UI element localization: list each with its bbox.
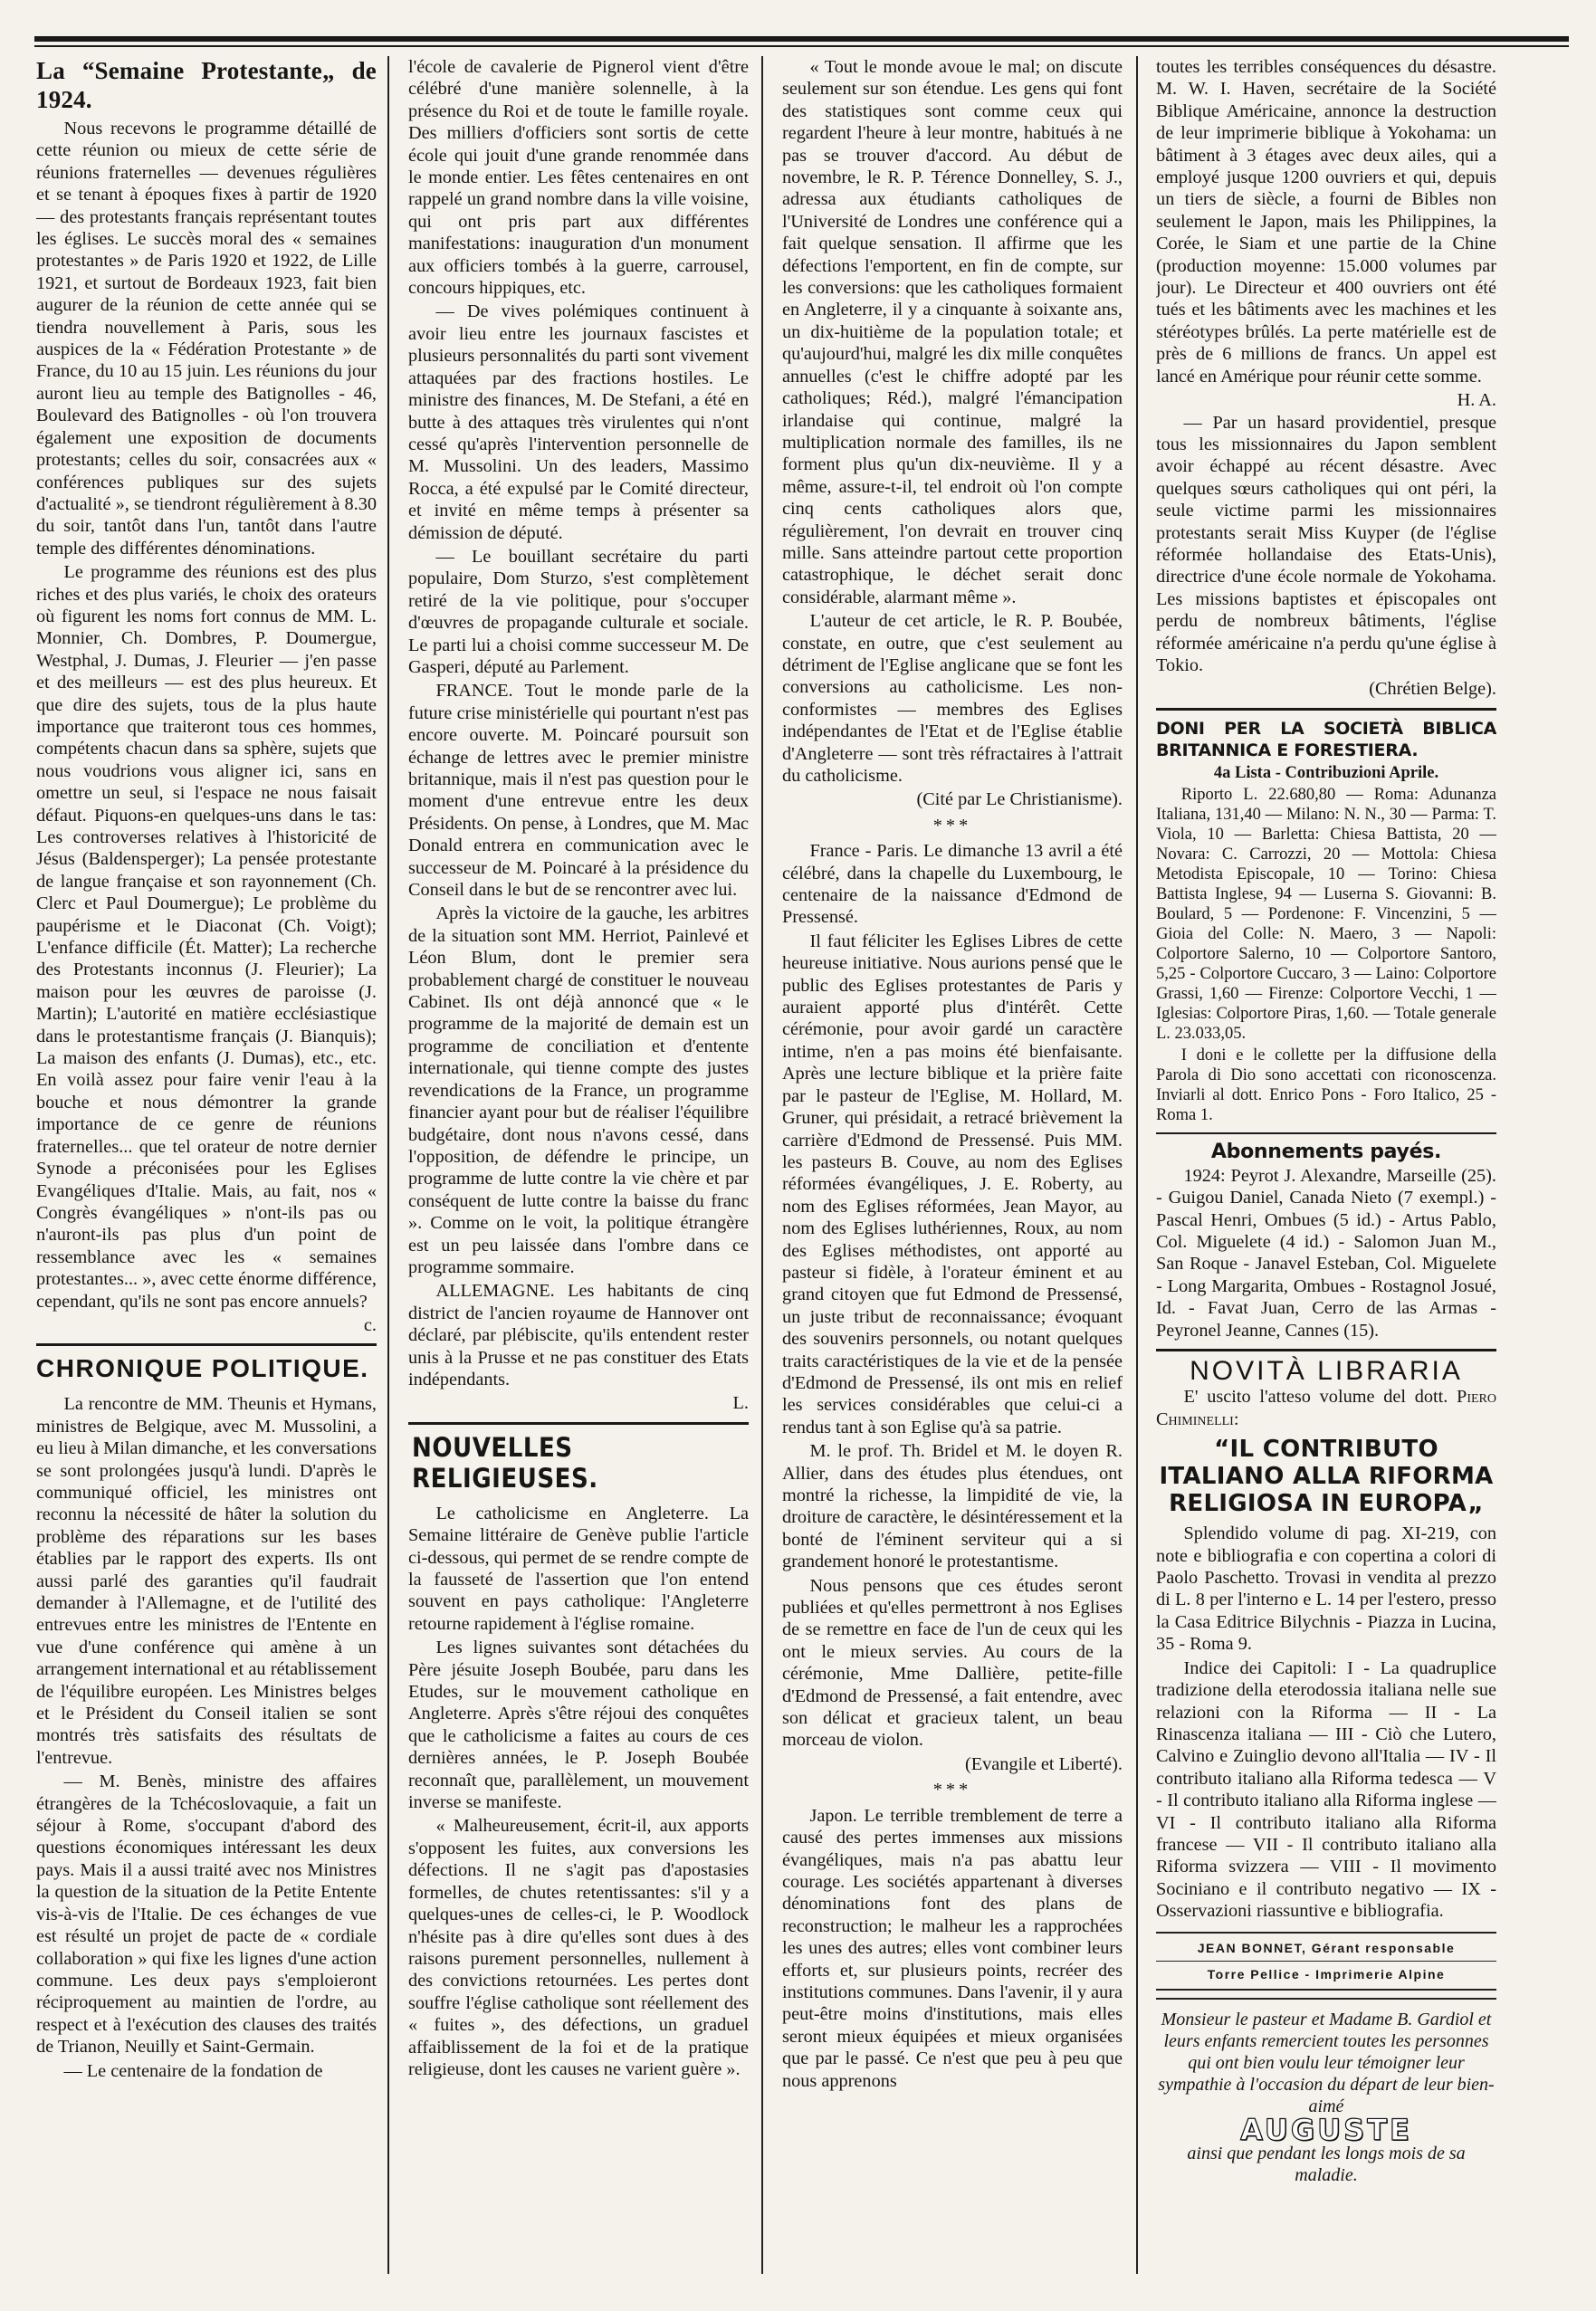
heading-doni: DONI PER LA SOCIETÀ BIBLICA BRITANNICA E FORESTIERA.: [1156, 718, 1496, 760]
paragraph: Le programme des réunions est des plus riches et des plus variés, le choix des orateurs où figurent les noms fort connus de MM. L. Monnier, Ch. Dombres, P. Doumergue, Westphal, J. Dumas, J. Fleurier — j'en passe et des meilleurs — est des plus heureux. Et que dire des sujets, tous de la plus haute importance que traiteront tous ces hommes, compétents chacun dans sa sphère, sujets que nous voudrions vous aligner ici, sans en omettre un seul, si l'espace ne nous faisait défaut. Piquons-en quelques-uns dans le tas: Les controverses relatives à l'historicité de Jésus (Baldensperger); La pensée protestante de langue française et son rayonnement (Ch. Clerc et Paul Doumergue); Le problème du paupérisme et le Diaconat (Ch. Voigt); L'enfance difficile (Ét. Matter); La recherche des Protestants inconnus (J. Fleurier); La maison pour les œuvres de paroisse (J. Martin); L'autorité en matière ecclésiastique dans le protestantisme français (J. Bianquis); La maison des enfants (J. Dumas), etc., etc. En voilà assez pour faire venir l'eau à la bouche et nous démontrer la grande importance de ce genre de réunions fraternelles... que tel orateur de notre dernier Synode a préconisées pour les Eglises Evangéliques d'Italie. Mais, au fait, nos « Congrès évangéliques » n'ont-ils pas ou n'auront-ils pas plus d'un point de ressemblance avec les « semaines protestantes... », avec cette énorme différence, cependant, qu'ils ne sont pas encore annuels?: [36, 562, 377, 1312]
notice-name: AUGUSTE: [1240, 2113, 1412, 2148]
column-2: [408, 56, 749, 2274]
paragraph: toutes les terribles conséquences du désastre. M. W. I. Haven, secrétaire de la Société Biblique Américaine, annonce la destruction de leur imprimerie biblique à Yokohama: un bâtiment à 3 étages avec deux ailes, qui a employé jusque 1200 ouvriers et qui, depuis un tiers de siècle, a fourni de Bibles non seulement le Japon, mais les Philippines, la Corée, le Siam et une partie de la Chine (production moyenne: 15.000 volumes par jour). Le Directeur et 400 ouvriers ont été tués et les bâtiments avec les machines et les stéréotypes brûlés. La perte matérielle est de près de 6 millions de francs. Un appel est lancé en Amérique pour réunir cette somme.: [1156, 57, 1496, 387]
announce-text: E' uscito l'atteso volume del dott.: [1183, 1387, 1457, 1408]
column-3: [782, 56, 1123, 2274]
paragraph: — M. Benès, ministre des affaires étrangères de la Tchécoslovaquie, a fait un séjour à Rome, s'occupant d'abord des questions économiques intéressant les deux pays. Mais il a aussi traité avec nos Ministres la question de la situation de la Petite Entente vis-à-vis de l'Italie. De ces échanges de vue est résulté un projet de pacte de « cordiale collaboration » qui fixe les lignes d'une action commune. Les deux pays s'emploieront réciproquement au maintien de l'ordre, au respect et à l'exécution des clauses des traités de Trianon, Neuilly et Saint-Germain.: [36, 1771, 377, 2058]
paragraph: Japon. Le terrible tremblement de terre a causé des pertes immenses aux missions évangéliques, mais n'a pas abattu leur courage. Les sociétés appartenant à diverses dénominations font des plans de reconstruction; le malheur les a rapprochées les unes des autres; elles vont combiner leurs efforts et, sur plusieurs points, recréer des institutions communes. Dans l'avenir, il y aura peut-être moins d'institutions, mais elles seront mieux équipées et mieux organisées que par le passé. Ce n'est que peu à peu que nous apprenons: [782, 1805, 1123, 2091]
paragraph: Les lignes suivantes sont détachées du Père jésuite Joseph Boubée, paru dans les Etudes, sur le mouvement catholique en Angleterre. Après s'être réjoui des conquêtes que le catholicisme a faites au cours de ces dernières années, le P. Joseph Boubée reconnaît que, parallèlement, un mouvement inverse se manifeste.: [408, 1638, 749, 1813]
thanks-notice: [1156, 1998, 1496, 2186]
gerant-line: JEAN BONNET, Gérant responsable: [1197, 1940, 1456, 1955]
heading-novita-libraria: NOVITÀ LIBRARIA: [1190, 1356, 1463, 1387]
source-citation: (Evangile et Liberté).: [965, 1753, 1123, 1774]
column-4: [1156, 56, 1496, 2274]
column-1: [36, 56, 377, 2274]
paragraph: France - Paris. Le dimanche 13 avril a été célébré, dans la chapelle du Luxembourg, le centenaire de la naissance d'Edmond de Pressensé.: [782, 841, 1123, 928]
paragraph: « Malheureusement, écrit-il, aux apports s'opposent les fuites, aux conversions les défections. Il ne s'agit pas d'apostasies formelles, de chutes retentissantes: s'il y a quelques-unes de celles-ci, le P. Woodlock n'hésite pas à dire qu'elles sont dues à des raisons purement personnelles, nullement à des convictions retournées. Les pertes dont souffre l'église catholique sont réellement des « fuites », des défections, un graduel affaiblissement de la foi et de la pratique religieuse, dont les causes ne varient guère ».: [408, 1816, 749, 2079]
paragraph: Nous recevons le programme détaillé de cette réunion ou mieux de cette série de réunions fraternelles — devenues régulières et se tenant à époques fixes à partir de 1920 — des protestants français représentant toutes les églises. Le succès moral des « semaines protestantes » de Paris 1920 et 1922, de Lille 1921, et surtout de Bordeaux 1923, fait bien augurer de la réunion de cette année qui se tiendra nouvellement à Paris, sous les auspices de la « Fédération Protestante » de France, du 10 au 15 juin. Les réunions du jour auront lieu au temple des Batignolles - 46, Boulevard des Batignolles - où l'on trouvera également une exposition de documents protestants; celles du soir, consacrées aux « conférences publiques sur des sujets d'actualité », se tiendront régulièrement à 8.30 du soir, tantôt dans l'un, tantôt dans l'autre temple des différentes dénominations.: [36, 119, 377, 559]
section-rule: [36, 1343, 377, 1346]
paragraph: Splendido volume di pag. XI-219, con note e bibliografia e con copertina a colori di Paolo Paschetto. Trovasi in vendita al prezzo di L. 8 per l'interno e L. 14 per l'estero, presso la Casa Editrice Bilychnis - Piazza in Lucina, 35 - Roma 9.: [1156, 1523, 1496, 1655]
top-rule: [34, 36, 1569, 42]
section-rule: [408, 1422, 749, 1425]
donation-list: Riporto L. 22.680,80 — Roma: Adunanza Italiana, 131,40 — Milano: N. N., 30 — Parma: T. Viola, 10 — Barletta: Chiesa Battista, 20 — Novara: C. Carrozzi, 20 — Mottola: Chiesa Metodista Episcopale, 10 — Torino: Chiesa Battista Inglese, 94 — Luserna S. Giovanni: B. Boulard, 5 — Pordenone: F. Vincenzini, 5 — Gioia del Colle: N. Maero, 3 — Napoli: Colportore Salerno, 10 — Colportore Santoro, 5,25 - Colportore Cuccaro, 3 — Laino: Colportore Grassi, 1,60 — Firenze: Colportore Vecchi, 1 — Iglesias: Colportore Piras, 1,60. — Totale generale L. 23.033,05.: [1156, 785, 1496, 1043]
paragraph: — Le centenaire de la fondation de: [63, 2060, 323, 2081]
column-divider: [387, 56, 389, 2274]
paragraph: « Tout le monde avoue le mal; on discute seulement sur son étendue. Les gens qui font des statistiques sont comme ceux qui regardent l'heure à leur montre, habitués à ne pas se trouver d'accord. Au début de novembre, le R. P. Térence Donnelley, S. J., adressa aux étudiants catholiques de l'Université de Londres une conférence qui a fait quelque sensation. Il affirme que les défections l'emportent, en fin de compte, sur les conversions: que les catholiques formaient en Angleterre, il y a cinquante à soixante ans, un dix-huitième de la population totale; et qu'aujourd'hui, malgré les dix mille conquêtes annuelles (c'est le chiffre adopté par les catholiques; Réd.), malgré l'émancipation irlandaise qui continue, malgré la multiplication normale des familles, ils ne forment plus qu'un dix-neuvième. Il y a même, assure-t-il, tel endroit où l'on compte cinq cents catholiques alors que, régulièrement, l'on devrait en trouver cinq mille. Sans atteindre partout cette proportion catastrophique, le déchet serait donc considérable, alarmant même ».: [782, 57, 1123, 607]
signature: L.: [732, 1393, 749, 1414]
author-name: Piero Chiminelli: [1156, 1387, 1496, 1429]
subscriptions-list: 1924: Peyrot J. Alexandre, Marseille (25). - Guigou Daniel, Canada Nieto (7 exempl.) - Pascal Henri, Ombues (5 id.) - Artus Pablo, Col. Miguelete (4 id.) - Salomon Juan M., San Roque - Janavel Esteban, Col. Miguelete - Long Margarita, Ombues - Rostagnol Josué, Id. - Favat Juan, Cerro de las Armas - Peyronel Jeanne, Cannes (15).: [1156, 1165, 1496, 1341]
paragraph: I doni e le collette per la diffusione della Parola di Dio sono accettati con riconoscenza. Inviarli al dott. Enrico Pons - Foro Italico, 25 - Roma 1.: [1156, 1046, 1496, 1124]
section-rule: [1156, 1349, 1496, 1351]
paragraph: FRANCE. Tout le monde parle de la future crise ministérielle qui pourtant n'est pas encore ouverte. M. Poincaré poursuit son échange de lettres avec le premier ministre britannique, mais il n'est pas question pour le moment d'une entrevue entre les deux Présidents. On pense, à Londres, que M. Mac Donald entrera en communication avec le successeur de M. Poincaré à la présidence du Conseil dans le but de se rencontrer avec lui.: [408, 681, 749, 901]
paragraph: l'école de cavalerie de Pignerol vient d'être célébré d'une manière solennelle, à la présence du Roi et de toute le famille royale. Des milliers d'officiers sont sortis de cette école qui jouit d'une grande renommée dans le monde entier. Les fêtes centenaires en ont rappelé un grand nombre dans la ville voisine, qui ont pris part aux différentes manifestations: inauguration d'un monument aux officiers tombés à la guerre, carrousel, concours hippiques, etc.: [408, 57, 749, 299]
heading-abonnements: Abonnements payés.: [1210, 1140, 1442, 1163]
book-title: “IL CONTRIBUTO ITALIANO ALLA RIFORMA RELIGIOSA IN EUROPA„: [1159, 1436, 1494, 1518]
notice-text: ainsi que pendant les longs mois de sa maladie.: [1187, 2144, 1466, 2186]
source-citation: (Chrétien Belge).: [1369, 679, 1496, 700]
signature: H. A.: [1457, 390, 1496, 411]
paragraph: La rencontre de MM. Theunis et Hymans, ministres de Belgique, avec M. Mussolini, a eu lieu à Milan dimanche, et les conversations se sont prolongées jusqu'à lundi. D'après le communiqué officiel, les ministres ont reconnu la nécessité de hâter la solution du problème des réparations sur les bases établies par le rapport des experts. Ils ont aussi parlé des garanties qu'il faudrait demander à l'Allemagne, et de l'utilité des entrevues entre les ministres de l'Entente en vue d'une conférence qui amène à un arrangement international et au rétablissement de l'équilibre européen. Les Ministres belges et le Président du Conseil italien se sont montrés très satisfaits des résultats de l'entrevue.: [36, 1394, 377, 1768]
paragraph: Nous pensons que ces études seront publiées et qu'elles permettront à nos Eglises de se remettre en face de l'un de ceux qui les ont le mieux servies. Au cours de la cérémonie, Mme Dallière, petite-fille d'Edmond de Pressensé, a fait entendre, avec son délicat et gracieux talent, un beau morceau de violon.: [782, 1575, 1123, 1751]
paragraph: Indice dei Capitoli: I - La quadruplice tradizione della eterodossia italiana nelle sue relazioni con la Riforma — II - La Rinascenza italiana — III - Ciò che Lutero, Calvino e Zuinglio devono all'Italia — IV - Il contributo italiano alla Riforma tedesca — V - Il contributo italiano alla Riforma inglese — VI - Il contributo italiano alla Riforma francese — VII - Il contributo italiano alla Riforma svizzera — VIII - Il movimento Sociniano e il contributo negativo — IX - Osservazioni riassuntive e bibliografia.: [1156, 1657, 1496, 1922]
subheading-lista: 4a Lista - Contribuzioni Aprile.: [1213, 763, 1439, 782]
source-citation: (Cité par Le Christianisme).: [916, 789, 1123, 810]
column-divider: [761, 56, 763, 2274]
separator-stars: ***: [932, 1780, 972, 1800]
heading-chronique-politique: CHRONIQUE POLITIQUE.: [36, 1354, 369, 1383]
paragraph: Après la victoire de la gauche, les arbitres de la situation sont MM. Herriot, Painlevé et Léon Blum, dont le premier sera probablement chargé de constituer le nouveau Cabinet. Ils ont déjà annoncé que « le programme de la majorité de demain est un programme de conciliation et d'entente internationale, qui tienne compte des justes revendications de la France, un programme financier ayant pour but de réaliser l'équilibre budgétaire, dont nous n'avons cessé, dans l'opposition, de défendre le principe, un programme de lutte contre la vie chère et par conséquent de lutte contre la baisse du franc ». Comme on le voit, la politique étrangère est un peu laissée dans l'ombre dans ce programme sommaire.: [408, 903, 749, 1277]
signature: c.: [363, 1314, 377, 1335]
section-rule: [1156, 1132, 1496, 1134]
paragraph: — De vives polémiques continuent à avoir lieu entre les journaux fascistes et plusieurs personnalités du parti sont vivement attaquées par des fractions hostiles. Le ministre des finances, M. De Stefani, a été en butte à des attaques très virulentes qui n'ont cessé qu'après l'intervention personnelle de M. Mussolini. Un des leaders, Massimo Rocca, a été expulsé par le Comité directeur, et invité en même temps à présenter sa démission de député.: [408, 301, 749, 543]
separator-stars: ***: [932, 815, 972, 836]
top-rule-thin: [34, 45, 1569, 47]
paragraph: M. le prof. Th. Bridel et M. le doyen R. Allier, dans des études plus étendues, ont montré la richesse, la limpidité de vie, la droiture de caractère, le désintéressement et la bonté de l'éminent serviteur qui a si grandement honoré le protestantisme.: [782, 1441, 1123, 1572]
section-rule: [1156, 708, 1496, 711]
paragraph: ALLEMAGNE. Les habitants de cinq district de l'ancien royaume de Hannover ont déclaré, par plébiscite, qu'ils entendent rester unis à la Prusse et ne pas constituer des Etats indépendants.: [408, 1281, 749, 1389]
punctuation: :: [1233, 1409, 1239, 1429]
paragraph: — Par un hasard providentiel, presque tous les missionnaires du Japon semblent avoir échappé au récent désastre. Avec quelques sœurs catholiques qui ont péri, la seule victime parmi les missionnaires protestants serait Miss Kuyper (de l'église réformée hollandaise des Etats-Unis), directrice d'une école normale de Yokohama. Les missions baptistes et épiscopales ont perdu de nombreux bâtiments, l'église réformée américaine n'a perdu qu'une église à Tokio.: [1156, 412, 1496, 675]
printer-line: Torre Pellice - Imprimerie Alpine: [1156, 1961, 1496, 1985]
article-title-semaine: La “Semaine Protestante„ de 1924.: [36, 57, 377, 113]
notice-text: Monsieur le pasteur et Madame B. Gardiol et leurs enfants remercient toutes les personnes qui ont bien voulu leur témoigner leur sympathie à l'occasion du départ de leur bien-aimé: [1158, 2010, 1495, 2117]
paragraph: L'auteur de cet article, le R. P. Boubée, constate, en outre, que c'est seulement au détriment de l'Eglise anglicane que se font les conversions au catholicisme. Les non-conformistes — membres des Eglises indépendantes de l'Etat et de l'Eglise établie d'Angleterre — sont très réfractaires à l'attrait du catholicisme.: [782, 611, 1123, 786]
paragraph: Le catholicisme en Angleterre. La Semaine littéraire de Genève publie l'article ci-dessous, qui permet de se rendre compte de la fausseté de l'assertion que l'on entend souvent en pays catholique: l'Angleterre retourne rapidement à l'église romaine.: [408, 1503, 749, 1634]
paragraph: [1156, 1386, 1496, 1430]
paragraph: Il faut féliciter les Eglises Libres de cette heureuse initiative. Nous aurions pensé que le public des Eglises protestantes de Paris y auraient apporté plus d'intérêt. Cette cérémonie, pour avoir gardé un caractère intime, n'en a pas moins été bienfaisante. Après une lecture biblique et la prière faite par le pasteur de l'Eglise, M. Hollard, M. Gruner, qui présidait, a retracé brièvement la carrière d'Edmond de Pressensé. Puis MM. les pasteurs B. Couve, au nom des Eglises réformées évangéliques, J. E. Roberty, au nom des Eglises réformées, Jean Mayor, au nom des Eglises luthériennes, Roux, au nom des Eglises méthodistes, ont apporté au pasteur si fidèle, à l'orateur éminent et au grand citoyen que fut Edmond de Pressensé, un juste tribut de reconnaissance; évoquant des souvenirs personnels, ou notant quelques traits caractéristiques de la vie et de la pensée d'Edmond de Pressensé, ils ont mis en relief les services considérables que celui-ci a rendus tant à son Eglise qu'à sa patrie.: [782, 931, 1123, 1437]
gerant-box: [1156, 1932, 1496, 1991]
column-divider: [1136, 56, 1138, 2274]
paragraph: — Le bouillant secrétaire du parti populaire, Dom Sturzo, s'est complètement retiré de la vie politique, pour s'occuper d'œuvres de propagande culturale et sociale. Le parti lui a choisi comme successeur M. De Gasperi, député au Parlement.: [408, 546, 749, 677]
heading-nouvelles-religieuses: NOUVELLES RELIGIEUSES.: [412, 1431, 598, 1494]
